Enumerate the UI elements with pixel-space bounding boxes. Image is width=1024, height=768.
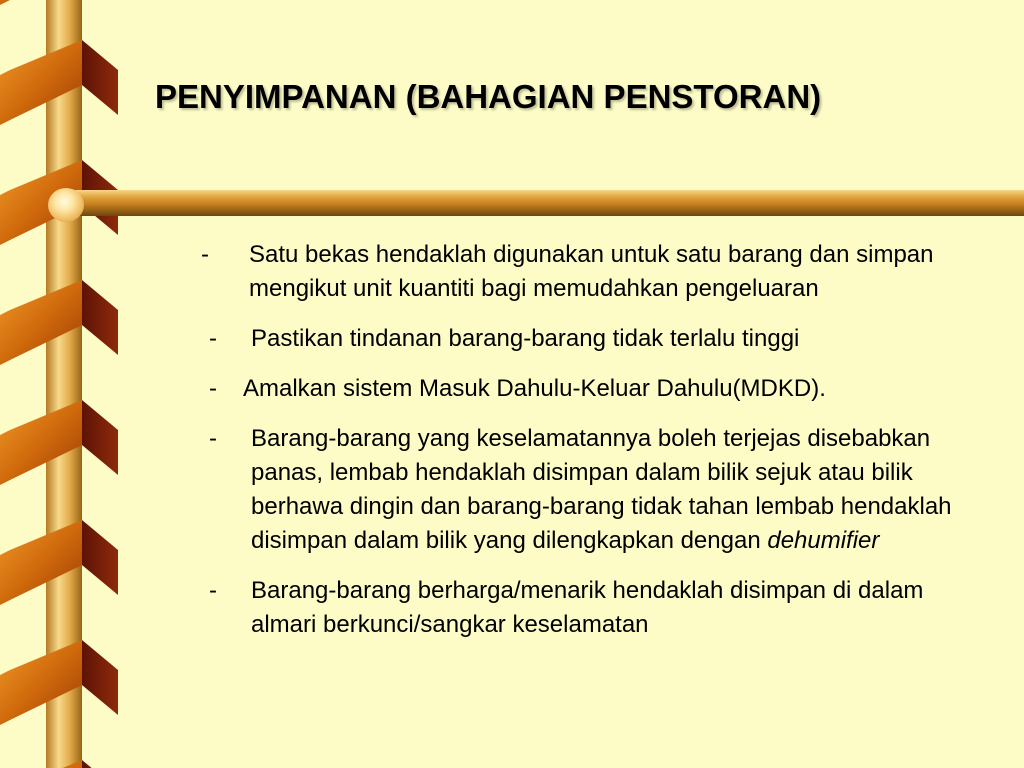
bullet-dash: - [209,375,217,402]
bullet-item [195,422,995,558]
slide-title: PENYIMPANAN (BAHAGIAN PENSTORAN) [155,78,822,115]
horizontal-rod-divider [60,190,1024,216]
bullet-item [195,574,995,642]
bullet-dash: - [209,425,217,452]
ribbon-band-back [82,280,118,355]
bullet-item [195,322,995,356]
bullet-text-emphasis: dehumifier [767,527,880,554]
bullet-text [251,422,991,558]
bullet-dash: - [209,325,217,352]
bullet-text-main: Barang-barang yang keselamatannya boleh terjejas disebabkan panas, lembab hendaklah disimpan dalam bilik sejuk atau bilik berhawa dingin dan barang-barang tidak tahan lembab hendaklah disimpan dalam bilik yang dilengkapkan dengan [251,425,952,554]
ribbon-pole-decoration [0,0,120,768]
bullet-text: Satu bekas hendaklah digunakan untuk satu barang dan simpan mengikut unit kuantiti bagi memudahkan pengeluaran [249,241,934,302]
bullet-dash: - [201,241,209,268]
bullet-text: Amalkan sistem Masuk Dahulu-Keluar Dahulu(MDKD). [243,375,826,402]
bullet-item [195,238,995,306]
bullet-text: Barang-barang berharga/menarik hendaklah disimpan di dalam almari berkunci/sangkar keselamatan [251,577,924,638]
bullet-text: Pastikan tindanan barang-barang tidak terlalu tinggi [251,325,800,352]
rod-end-knob [48,188,84,222]
ribbon-band-back [82,40,118,115]
ribbon-band-back [82,760,118,768]
bullet-item [195,372,995,406]
bullet-list [195,238,995,642]
ribbon-band-back [82,400,118,475]
bullet-dash: - [209,577,217,604]
ribbon-band-back [82,640,118,715]
ribbon-band-back [82,520,118,595]
